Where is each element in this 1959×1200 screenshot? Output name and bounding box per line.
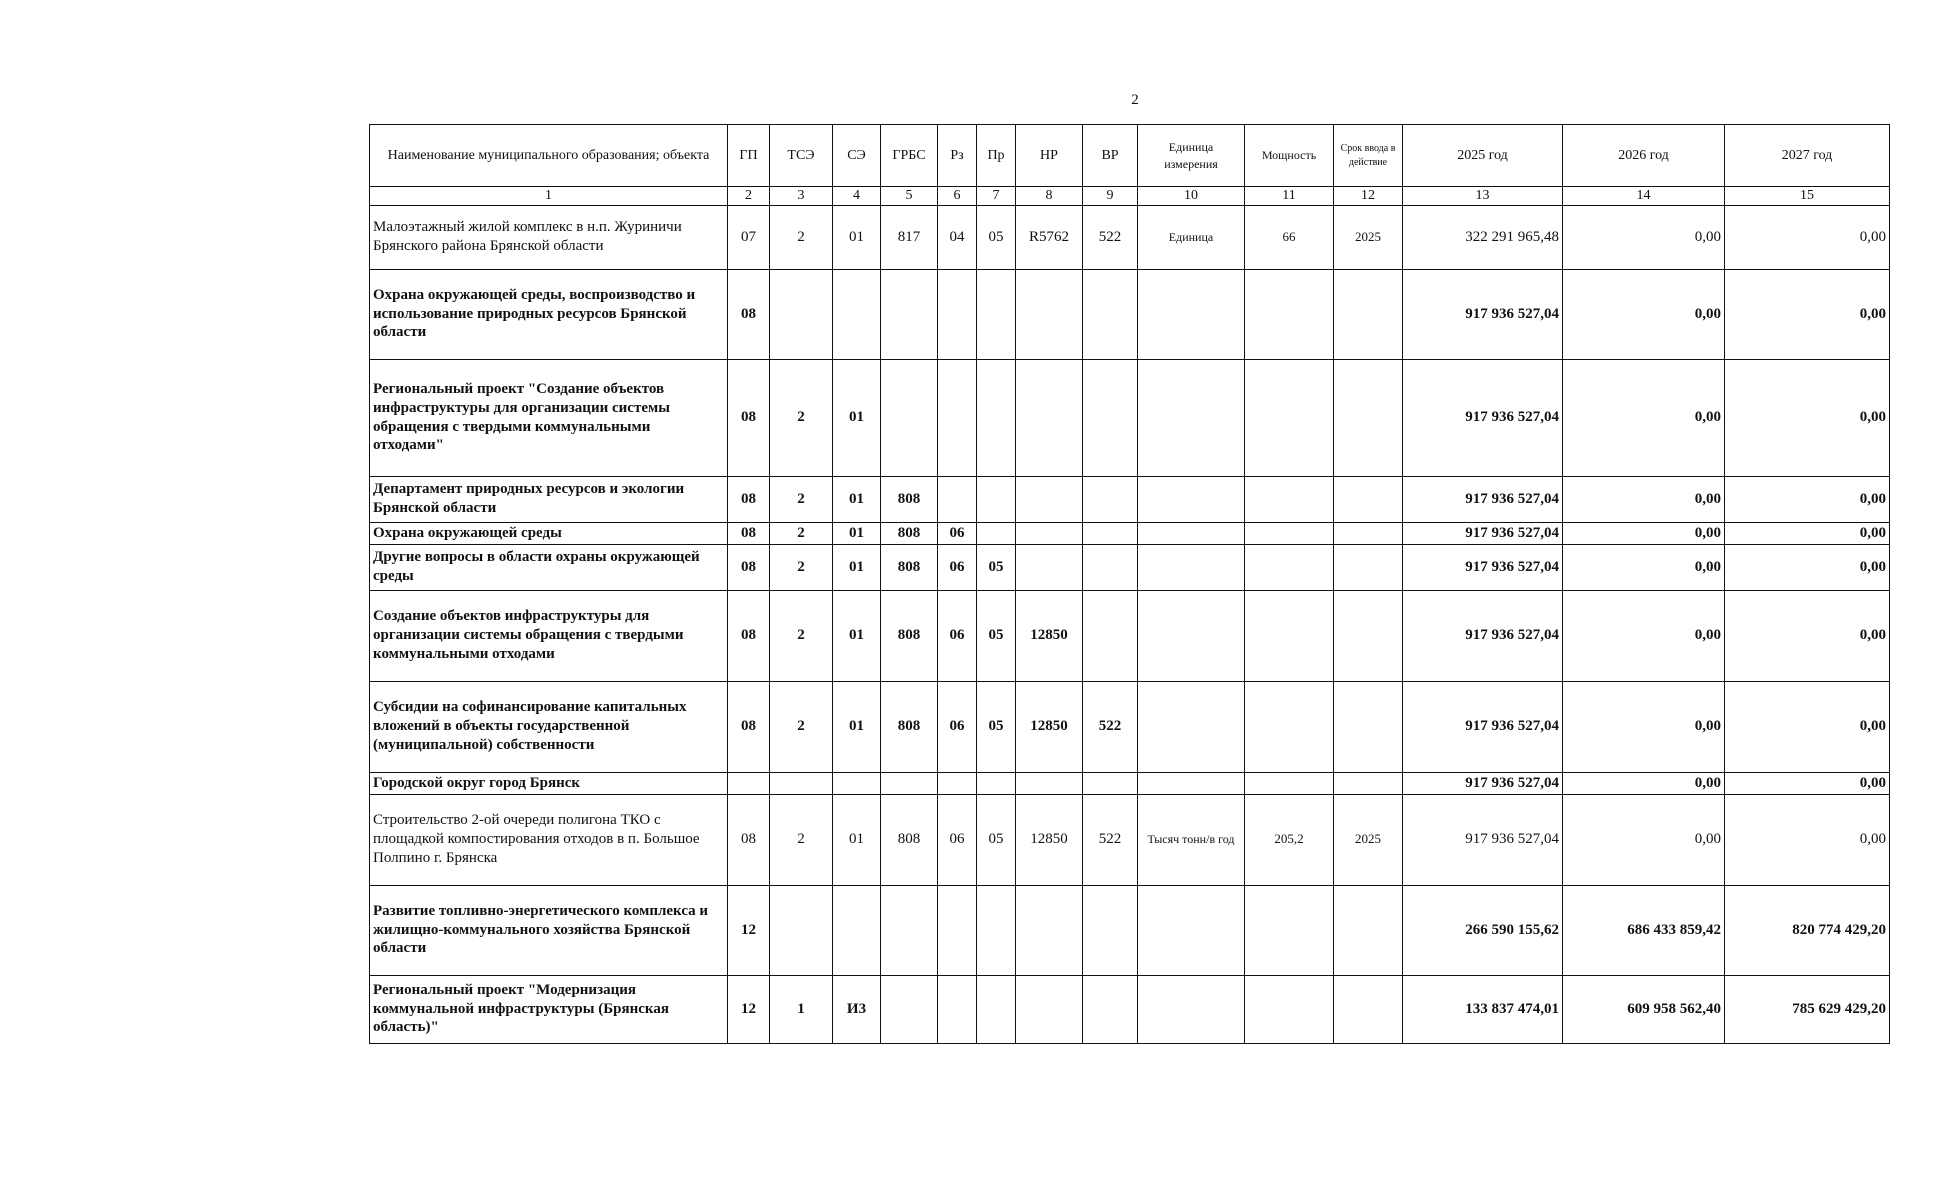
amount-2025: 917 936 527,04 <box>1403 476 1563 522</box>
row-name: Региональный проект "Модернизация коммунальной инфраструктуры (Брянская область)" <box>370 975 728 1043</box>
row-name: Охрана окружающей среды, воспроизводство и использование природных ресурсов Брянской области <box>370 269 728 359</box>
header-gp: ГП <box>728 125 770 187</box>
rz-cell: 06 <box>938 544 977 590</box>
vr-cell <box>1083 544 1138 590</box>
amount-2026: 0,00 <box>1563 522 1725 544</box>
table-row <box>370 794 1890 885</box>
rz-cell: 06 <box>938 681 977 772</box>
header-power: Мощность <box>1245 125 1334 187</box>
table-row <box>370 885 1890 975</box>
power-cell <box>1245 359 1334 476</box>
pr-cell <box>977 772 1016 794</box>
row-name: Городской округ город Брянск <box>370 772 728 794</box>
header-vr: ВР <box>1083 125 1138 187</box>
gp-cell: 08 <box>728 590 770 681</box>
amount-2025: 917 936 527,04 <box>1403 772 1563 794</box>
row-name: Субсидии на софинансирование капитальных вложений в объекты государственной (муниципальной) собственности <box>370 681 728 772</box>
rz-cell: 06 <box>938 590 977 681</box>
vr-cell <box>1083 885 1138 975</box>
header-2027: 2027 год <box>1725 125 1890 187</box>
tse-cell: 2 <box>770 681 833 772</box>
term-cell <box>1334 975 1403 1043</box>
unit-cell <box>1138 590 1245 681</box>
column-number: 3 <box>770 187 833 206</box>
amount-2027: 0,00 <box>1725 794 1890 885</box>
column-number: 1 <box>370 187 728 206</box>
nr-cell: 12850 <box>1016 590 1083 681</box>
amount-2025: 917 936 527,04 <box>1403 359 1563 476</box>
grbs-cell: 808 <box>881 522 938 544</box>
grbs-cell <box>881 269 938 359</box>
se-cell: 01 <box>833 681 881 772</box>
unit-cell: Тысяч тонн/в год <box>1138 794 1245 885</box>
grbs-cell <box>881 975 938 1043</box>
amount-2027: 0,00 <box>1725 544 1890 590</box>
amount-2027: 785 629 429,20 <box>1725 975 1890 1043</box>
rz-cell: 06 <box>938 794 977 885</box>
amount-2027: 0,00 <box>1725 522 1890 544</box>
table-row <box>370 772 1890 794</box>
row-name: Развитие топливно-энергетического комплекса и жилищно-коммунального хозяйства Брянской области <box>370 885 728 975</box>
pr-cell: 05 <box>977 794 1016 885</box>
amount-2025: 322 291 965,48 <box>1403 205 1563 269</box>
unit-cell <box>1138 681 1245 772</box>
page-number: 2 <box>1131 92 1139 108</box>
tse-cell: 2 <box>770 794 833 885</box>
power-cell <box>1245 590 1334 681</box>
nr-cell: 12850 <box>1016 794 1083 885</box>
se-cell: И3 <box>833 975 881 1043</box>
header-se: СЭ <box>833 125 881 187</box>
term-cell <box>1334 772 1403 794</box>
vr-cell <box>1083 522 1138 544</box>
unit-cell <box>1138 359 1245 476</box>
power-cell <box>1245 476 1334 522</box>
grbs-cell: 808 <box>881 794 938 885</box>
tse-cell <box>770 269 833 359</box>
table-header-row <box>370 125 1890 187</box>
amount-2025: 917 936 527,04 <box>1403 522 1563 544</box>
column-number: 6 <box>938 187 977 206</box>
grbs-cell: 808 <box>881 544 938 590</box>
header-2026: 2026 год <box>1563 125 1725 187</box>
se-cell <box>833 269 881 359</box>
nr-cell <box>1016 975 1083 1043</box>
rz-cell <box>938 885 977 975</box>
pr-cell: 05 <box>977 205 1016 269</box>
table-row <box>370 590 1890 681</box>
table-row <box>370 269 1890 359</box>
tse-cell <box>770 885 833 975</box>
vr-cell <box>1083 269 1138 359</box>
gp-cell: 08 <box>728 359 770 476</box>
vr-cell: 522 <box>1083 681 1138 772</box>
amount-2026: 0,00 <box>1563 794 1725 885</box>
amount-2027: 0,00 <box>1725 590 1890 681</box>
amount-2025: 917 936 527,04 <box>1403 794 1563 885</box>
row-name: Охрана окружающей среды <box>370 522 728 544</box>
rz-cell: 04 <box>938 205 977 269</box>
tse-cell: 2 <box>770 476 833 522</box>
amount-2026: 0,00 <box>1563 590 1725 681</box>
gp-cell: 12 <box>728 885 770 975</box>
se-cell: 01 <box>833 205 881 269</box>
table-row <box>370 975 1890 1043</box>
amount-2026: 0,00 <box>1563 359 1725 476</box>
se-cell: 01 <box>833 359 881 476</box>
column-number: 9 <box>1083 187 1138 206</box>
term-cell <box>1334 590 1403 681</box>
amount-2026: 609 958 562,40 <box>1563 975 1725 1043</box>
vr-cell <box>1083 476 1138 522</box>
row-name: Другие вопросы в области охраны окружающей среды <box>370 544 728 590</box>
amount-2026: 0,00 <box>1563 681 1725 772</box>
power-cell <box>1245 975 1334 1043</box>
rz-cell <box>938 359 977 476</box>
unit-cell <box>1138 772 1245 794</box>
rz-cell <box>938 476 977 522</box>
pr-cell <box>977 975 1016 1043</box>
tse-cell <box>770 772 833 794</box>
unit-cell <box>1138 975 1245 1043</box>
gp-cell: 07 <box>728 205 770 269</box>
column-number: 15 <box>1725 187 1890 206</box>
unit-cell <box>1138 885 1245 975</box>
vr-cell <box>1083 772 1138 794</box>
budget-table <box>369 124 1890 1044</box>
se-cell: 01 <box>833 544 881 590</box>
column-number: 10 <box>1138 187 1245 206</box>
pr-cell <box>977 359 1016 476</box>
pr-cell: 05 <box>977 681 1016 772</box>
power-cell <box>1245 269 1334 359</box>
table-row <box>370 476 1890 522</box>
vr-cell <box>1083 975 1138 1043</box>
term-cell <box>1334 359 1403 476</box>
amount-2027: 0,00 <box>1725 269 1890 359</box>
header-2025: 2025 год <box>1403 125 1563 187</box>
rz-cell: 06 <box>938 522 977 544</box>
grbs-cell <box>881 885 938 975</box>
column-number: 14 <box>1563 187 1725 206</box>
amount-2027: 0,00 <box>1725 476 1890 522</box>
grbs-cell: 817 <box>881 205 938 269</box>
grbs-cell: 808 <box>881 681 938 772</box>
gp-cell: 08 <box>728 522 770 544</box>
se-cell: 01 <box>833 522 881 544</box>
se-cell: 01 <box>833 794 881 885</box>
amount-2027: 0,00 <box>1725 359 1890 476</box>
rz-cell <box>938 772 977 794</box>
column-number: 5 <box>881 187 938 206</box>
term-cell <box>1334 269 1403 359</box>
term-cell: 2025 <box>1334 794 1403 885</box>
power-cell <box>1245 681 1334 772</box>
amount-2025: 917 936 527,04 <box>1403 681 1563 772</box>
power-cell: 66 <box>1245 205 1334 269</box>
table-row <box>370 359 1890 476</box>
power-cell <box>1245 544 1334 590</box>
nr-cell <box>1016 772 1083 794</box>
pr-cell <box>977 522 1016 544</box>
pr-cell <box>977 885 1016 975</box>
column-number: 11 <box>1245 187 1334 206</box>
power-cell <box>1245 772 1334 794</box>
tse-cell: 2 <box>770 205 833 269</box>
row-name: Малоэтажный жилой комплекс в н.п. Журиничи Брянского района Брянской области <box>370 205 728 269</box>
power-cell <box>1245 885 1334 975</box>
row-name: Создание объектов инфраструктуры для организации системы обращения с твердыми коммунальными отходами <box>370 590 728 681</box>
term-cell <box>1334 681 1403 772</box>
vr-cell <box>1083 359 1138 476</box>
pr-cell: 05 <box>977 590 1016 681</box>
amount-2025: 917 936 527,04 <box>1403 269 1563 359</box>
gp-cell: 08 <box>728 476 770 522</box>
pr-cell: 05 <box>977 544 1016 590</box>
nr-cell <box>1016 885 1083 975</box>
table-row <box>370 544 1890 590</box>
term-cell <box>1334 544 1403 590</box>
column-number: 13 <box>1403 187 1563 206</box>
pr-cell <box>977 476 1016 522</box>
gp-cell: 08 <box>728 269 770 359</box>
header-unit: Единица измерения <box>1138 125 1245 187</box>
amount-2026: 686 433 859,42 <box>1563 885 1725 975</box>
amount-2027: 820 774 429,20 <box>1725 885 1890 975</box>
tse-cell: 1 <box>770 975 833 1043</box>
unit-cell <box>1138 476 1245 522</box>
amount-2025: 917 936 527,04 <box>1403 544 1563 590</box>
unit-cell <box>1138 269 1245 359</box>
grbs-cell <box>881 359 938 476</box>
term-cell: 2025 <box>1334 205 1403 269</box>
nr-cell <box>1016 476 1083 522</box>
term-cell <box>1334 476 1403 522</box>
grbs-cell: 808 <box>881 476 938 522</box>
header-grbs: ГРБС <box>881 125 938 187</box>
header-tse: ТСЭ <box>770 125 833 187</box>
unit-cell <box>1138 522 1245 544</box>
power-cell <box>1245 522 1334 544</box>
table-row <box>370 681 1890 772</box>
header-name: Наименование муниципального образования; объекта <box>370 125 728 187</box>
amount-2027: 0,00 <box>1725 772 1890 794</box>
term-cell <box>1334 885 1403 975</box>
pr-cell <box>977 269 1016 359</box>
amount-2027: 0,00 <box>1725 205 1890 269</box>
unit-cell: Единица <box>1138 205 1245 269</box>
nr-cell: 12850 <box>1016 681 1083 772</box>
table-row <box>370 205 1890 269</box>
grbs-cell <box>881 772 938 794</box>
nr-cell: R5762 <box>1016 205 1083 269</box>
row-name: Департамент природных ресурсов и экологии Брянской области <box>370 476 728 522</box>
amount-2026: 0,00 <box>1563 476 1725 522</box>
tse-cell: 2 <box>770 359 833 476</box>
gp-cell: 08 <box>728 681 770 772</box>
gp-cell: 12 <box>728 975 770 1043</box>
unit-cell <box>1138 544 1245 590</box>
rz-cell <box>938 269 977 359</box>
nr-cell <box>1016 544 1083 590</box>
column-number: 2 <box>728 187 770 206</box>
se-cell <box>833 885 881 975</box>
amount-2025: 266 590 155,62 <box>1403 885 1563 975</box>
column-number: 12 <box>1334 187 1403 206</box>
vr-cell: 522 <box>1083 794 1138 885</box>
amount-2025: 133 837 474,01 <box>1403 975 1563 1043</box>
gp-cell: 08 <box>728 544 770 590</box>
column-number-row <box>370 187 1890 206</box>
rz-cell <box>938 975 977 1043</box>
header-pr: Пр <box>977 125 1016 187</box>
amount-2026: 0,00 <box>1563 544 1725 590</box>
column-number: 8 <box>1016 187 1083 206</box>
amount-2026: 0,00 <box>1563 205 1725 269</box>
tse-cell: 2 <box>770 544 833 590</box>
tse-cell: 2 <box>770 590 833 681</box>
se-cell: 01 <box>833 476 881 522</box>
gp-cell <box>728 772 770 794</box>
gp-cell: 08 <box>728 794 770 885</box>
amount-2026: 0,00 <box>1563 772 1725 794</box>
header-rz: Рз <box>938 125 977 187</box>
amount-2027: 0,00 <box>1725 681 1890 772</box>
nr-cell <box>1016 359 1083 476</box>
row-name: Строительство 2-ой очереди полигона ТКО с площадкой компостирования отходов в п. Большое Полпино г. Брянска <box>370 794 728 885</box>
vr-cell <box>1083 590 1138 681</box>
tse-cell: 2 <box>770 522 833 544</box>
vr-cell: 522 <box>1083 205 1138 269</box>
amount-2026: 0,00 <box>1563 269 1725 359</box>
amount-2025: 917 936 527,04 <box>1403 590 1563 681</box>
column-number: 4 <box>833 187 881 206</box>
row-name: Региональный проект "Создание объектов инфраструктуры для организации системы обращения с твердыми коммунальными отходами" <box>370 359 728 476</box>
power-cell: 205,2 <box>1245 794 1334 885</box>
header-term: Срок ввода в действие <box>1334 125 1403 187</box>
table-row <box>370 522 1890 544</box>
nr-cell <box>1016 522 1083 544</box>
se-cell: 01 <box>833 590 881 681</box>
grbs-cell: 808 <box>881 590 938 681</box>
nr-cell <box>1016 269 1083 359</box>
header-nr: НР <box>1016 125 1083 187</box>
term-cell <box>1334 522 1403 544</box>
column-number: 7 <box>977 187 1016 206</box>
se-cell <box>833 772 881 794</box>
